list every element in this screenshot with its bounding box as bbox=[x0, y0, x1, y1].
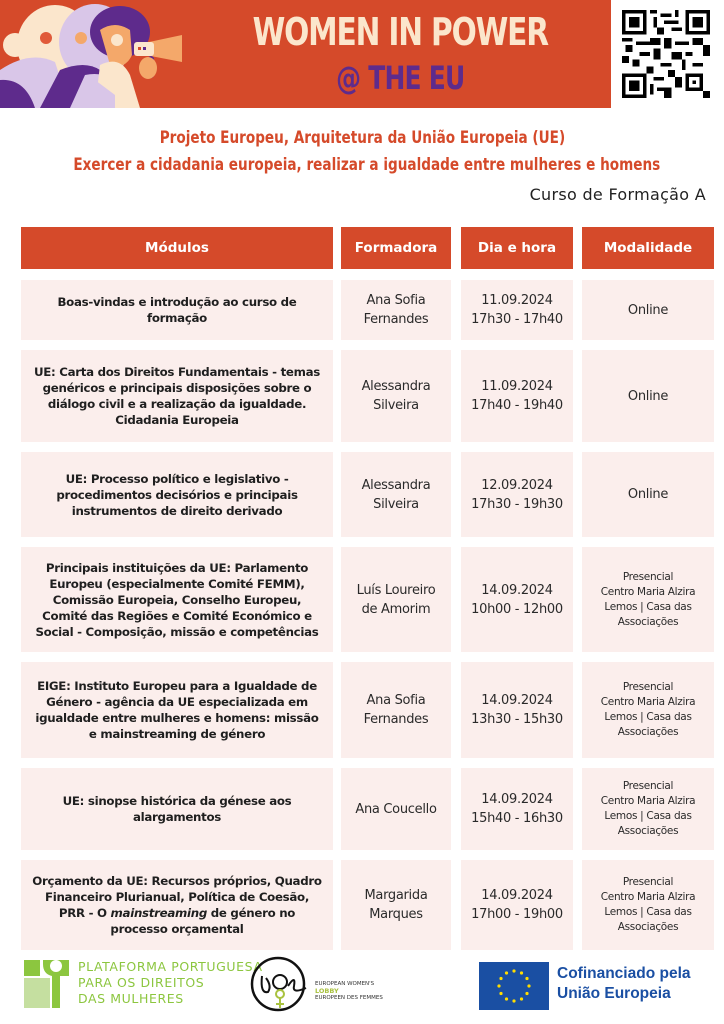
ppdm-logo-icon bbox=[24, 960, 69, 1008]
trainer-cell bbox=[341, 662, 451, 758]
mode-line: Lemos | Casa das bbox=[604, 711, 692, 723]
time: 10h00 - 12h00 bbox=[471, 601, 563, 617]
mode-line: Centro Maria Alzira bbox=[600, 696, 696, 708]
date: 14.09.2024 bbox=[481, 888, 553, 903]
ewl-line: EUROPEEN DES FEMMES bbox=[315, 995, 383, 1001]
time: 17h40 - 19h40 bbox=[471, 398, 563, 413]
module-text: Orçamento da UE: Recursos próprios, Quadro Financeiro Plurianual, Política de Coesão, PRR - O bbox=[32, 874, 322, 920]
module-cell: Principais instituições da UE: Parlamento Europeu (especialmente Comité FEMM), Comissão Europeia, Conselho Europeu, Comité das Regiões e Comité Económico e Social - Composição, missão e competências bbox=[21, 547, 333, 652]
trainer-name-line: de Amorim bbox=[361, 601, 431, 617]
date: 14.09.2024 bbox=[481, 693, 553, 708]
eu-star bbox=[527, 984, 530, 987]
date: 11.09.2024 bbox=[481, 293, 553, 308]
ppdm-line: PARA OS DIREITOS bbox=[78, 975, 205, 990]
banner-title-box bbox=[200, 8, 600, 56]
mode-line: Presencial bbox=[622, 681, 674, 693]
ewl-logo-text bbox=[315, 981, 383, 1002]
ewl-line-lobby: LOBBY bbox=[315, 987, 339, 995]
date: 12.09.2024 bbox=[481, 477, 553, 493]
datetime-cell bbox=[461, 452, 573, 537]
eu-star bbox=[520, 971, 523, 974]
eu-line: União Europeia bbox=[557, 985, 671, 1002]
module-text: de género no processo orçamental bbox=[110, 906, 296, 936]
mode-line: Associações bbox=[617, 825, 679, 837]
project-subtitle-box bbox=[0, 153, 724, 177]
women-megaphone-illustration-icon bbox=[0, 0, 200, 108]
mode-cell bbox=[582, 768, 714, 850]
trainer-cell bbox=[341, 452, 451, 537]
eu-flag-icon bbox=[479, 962, 549, 1010]
mode-line: Presencial bbox=[622, 570, 674, 583]
mode-line: Online bbox=[627, 302, 669, 318]
banner-subtitle: @ THE EU bbox=[335, 59, 465, 97]
datetime-cell bbox=[461, 547, 573, 652]
eu-star bbox=[499, 992, 502, 995]
mode-line: Centro Maria Alzira bbox=[600, 795, 696, 807]
trainer-name-line: Ana Coucello bbox=[355, 801, 437, 817]
eu-star bbox=[499, 977, 502, 980]
column-header-modalidade: Modalidade bbox=[582, 227, 714, 269]
trainer-name-line: Margarida bbox=[364, 888, 428, 903]
banner-title: WOMEN IN POWER bbox=[252, 10, 548, 54]
eu-line: Cofinanciado pela bbox=[557, 965, 691, 982]
mode-line: Centro Maria Alzira bbox=[600, 585, 696, 598]
trainer-name-line: Ana Sofia bbox=[366, 693, 426, 708]
project-title-box bbox=[0, 126, 724, 150]
eu-star bbox=[505, 971, 508, 974]
datetime-cell bbox=[461, 860, 573, 950]
eu-star bbox=[525, 977, 528, 980]
mode-cell bbox=[582, 662, 714, 758]
trainer-cell bbox=[341, 860, 451, 950]
mode-line: Online bbox=[627, 487, 669, 502]
column-header-formadora: Formadora bbox=[341, 227, 451, 269]
trainer-name-line: Marques bbox=[369, 907, 423, 922]
trainer-name-line: Alessandra bbox=[361, 477, 431, 493]
ewl-logo-icon bbox=[250, 956, 310, 1012]
module-cell bbox=[21, 860, 333, 950]
time: 17h30 - 19h30 bbox=[471, 496, 563, 512]
eu-cofinanced-text bbox=[557, 964, 691, 1004]
mode-line: Lemos | Casa das bbox=[604, 600, 692, 613]
date: 14.09.2024 bbox=[481, 792, 553, 807]
project-title: Projeto Europeu, Arquitetura da União Europeia (UE) bbox=[159, 128, 565, 148]
ewl-line: EUROPEAN WOMEN'S bbox=[315, 981, 375, 987]
mode-line: Lemos | Casa das bbox=[604, 906, 692, 918]
eu-star bbox=[520, 997, 523, 1000]
trainer-name-line: Silveira bbox=[373, 496, 419, 512]
module-text-italic: mainstreaming bbox=[110, 906, 207, 920]
mode-cell bbox=[582, 860, 714, 950]
datetime-cell bbox=[461, 768, 573, 850]
eu-star bbox=[512, 969, 515, 972]
mode-line: Presencial bbox=[622, 876, 674, 888]
trainer-cell bbox=[341, 350, 451, 442]
time: 13h30 - 15h30 bbox=[471, 712, 563, 727]
mode-line: Associações bbox=[617, 615, 679, 628]
column-header-modulos: Módulos bbox=[21, 227, 333, 269]
mode-cell bbox=[582, 350, 714, 442]
time: 17h00 - 19h00 bbox=[471, 907, 563, 922]
trainer-cell bbox=[341, 280, 451, 340]
header-banner bbox=[0, 0, 611, 108]
trainer-name-line: Fernandes bbox=[363, 312, 429, 327]
mode-line: Associações bbox=[617, 726, 679, 738]
datetime-cell bbox=[461, 662, 573, 758]
trainer-cell bbox=[341, 547, 451, 652]
trainer-name-line: Silveira bbox=[373, 398, 419, 413]
date: 14.09.2024 bbox=[481, 582, 553, 598]
eu-star bbox=[497, 984, 500, 987]
module-cell: EIGE: Instituto Europeu para a Igualdade de Género - agência da UE especializada em igualdade entre mulheres e homens: missão e mainstreaming de género bbox=[21, 662, 333, 758]
eu-star bbox=[525, 992, 528, 995]
date: 11.09.2024 bbox=[481, 379, 553, 394]
ppdm-logo-text bbox=[78, 959, 263, 1007]
datetime-cell bbox=[461, 350, 573, 442]
mode-line: Associações bbox=[617, 921, 679, 933]
course-label: Curso de Formação A bbox=[529, 185, 706, 204]
time: 17h30 - 17h40 bbox=[471, 312, 563, 327]
eu-star bbox=[512, 999, 515, 1002]
banner-subtitle-box bbox=[200, 58, 600, 98]
trainer-name-line: Alessandra bbox=[361, 379, 431, 394]
ppdm-line: DAS MULHERES bbox=[78, 991, 184, 1006]
datetime-cell bbox=[461, 280, 573, 340]
ppdm-line: PLATAFORMA PORTUGUESA bbox=[78, 959, 263, 974]
project-subtitle: Exercer a cidadania europeia, realizar a igualdade entre mulheres e homens bbox=[73, 155, 661, 175]
mode-line: Lemos | Casa das bbox=[604, 810, 692, 822]
module-cell: UE: Processo político e legislativo - procedimentos decisórios e principais instrumentos de direito derivado bbox=[21, 452, 333, 537]
mode-line: Online bbox=[627, 388, 669, 404]
column-header-dia-hora: Dia e hora bbox=[461, 227, 573, 269]
trainer-name-line: Ana Sofia bbox=[366, 293, 426, 308]
mode-line: Centro Maria Alzira bbox=[600, 891, 696, 903]
module-cell: Boas-vindas e introdução ao curso de formação bbox=[21, 280, 333, 340]
time: 15h40 - 16h30 bbox=[471, 811, 563, 826]
mode-cell bbox=[582, 452, 714, 537]
qr-code-icon[interactable] bbox=[622, 10, 710, 98]
mode-cell bbox=[582, 280, 714, 340]
module-cell: UE: Carta dos Direitos Fundamentais - temas genéricos e principais disposições sobre o diálogo civil e a realização da igualdade. Cidadania Europeia bbox=[21, 350, 333, 442]
mode-line: Presencial bbox=[622, 780, 674, 792]
module-cell: UE: sinopse histórica da génese aos alargamentos bbox=[21, 768, 333, 850]
trainer-cell bbox=[341, 768, 451, 850]
eu-star bbox=[505, 997, 508, 1000]
mode-cell bbox=[582, 547, 714, 652]
trainer-name-line: Luís Loureiro bbox=[356, 582, 436, 598]
trainer-name-line: Fernandes bbox=[363, 712, 429, 727]
